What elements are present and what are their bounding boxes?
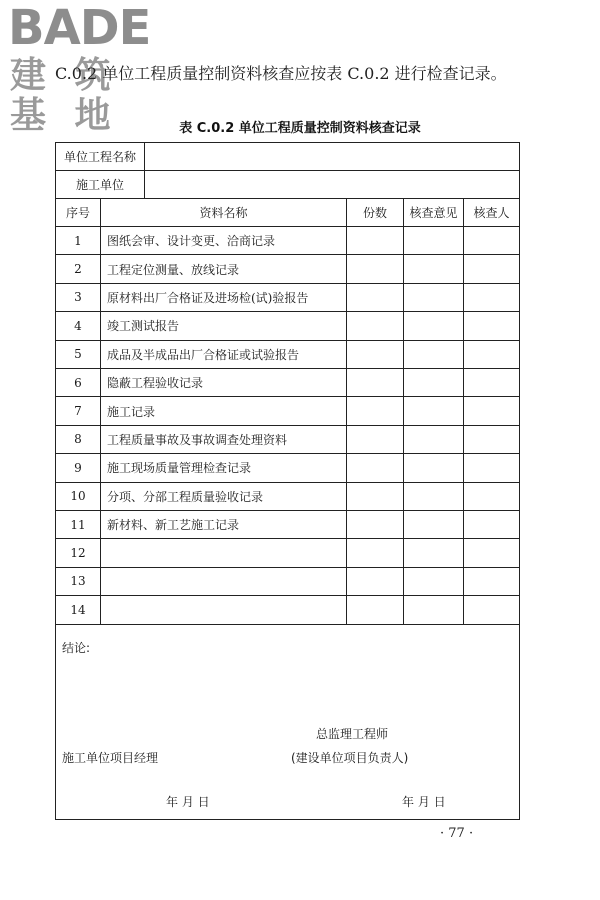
checker-cell[interactable] [464,426,519,453]
opinion-cell[interactable] [404,454,464,481]
checker-cell[interactable] [464,255,519,282]
copies-cell[interactable] [347,596,404,623]
watermark-logo [8,0,183,136]
copies-cell[interactable] [347,511,404,538]
copies-cell[interactable] [347,539,404,566]
logo-latin-text: BADE [8,0,151,56]
checker-cell[interactable] [464,568,519,595]
document-name: 新材料、新工艺施工记录 [101,511,347,538]
contractor-value[interactable] [145,171,519,198]
table-row [56,483,519,511]
copies-cell[interactable] [347,454,404,481]
table-row [56,255,519,283]
opinion-cell[interactable] [404,369,464,396]
contractor-row [56,171,519,199]
document-name: 工程定位测量、放线记录 [101,255,347,282]
opinion-cell[interactable] [404,312,464,339]
row-number: 6 [56,369,101,396]
document-name [101,539,347,566]
col-header-copies: 份数 [347,199,404,226]
document-name: 施工记录 [101,397,347,424]
inspection-record-table [55,142,520,820]
copies-cell[interactable] [347,312,404,339]
row-number: 5 [56,341,101,368]
col-header-name: 资料名称 [101,199,347,226]
document-name: 工程质量事故及事故调查处理资料 [101,426,347,453]
row-number: 1 [56,227,101,254]
col-header-opinion: 核查意见 [404,199,464,226]
copies-cell[interactable] [347,426,404,453]
document-name: 施工现场质量管理检查记录 [101,454,347,481]
project-name-value[interactable] [145,143,519,170]
copies-cell[interactable] [347,568,404,595]
opinion-cell[interactable] [404,511,464,538]
copies-cell[interactable] [347,284,404,311]
document-name [101,596,347,623]
row-number: 14 [56,596,101,623]
row-number: 12 [56,539,101,566]
checker-cell[interactable] [464,454,519,481]
project-name-label: 单位工程名称 [56,143,145,170]
table-row [56,369,519,397]
conclusion-section [56,625,519,819]
copies-cell[interactable] [347,397,404,424]
copies-cell[interactable] [347,255,404,282]
row-number: 11 [56,511,101,538]
opinion-cell[interactable] [404,539,464,566]
copies-cell[interactable] [347,227,404,254]
opinion-cell[interactable] [404,426,464,453]
copies-cell[interactable] [347,369,404,396]
row-number: 8 [56,426,101,453]
document-name: 图纸会审、设计变更、洽商记录 [101,227,347,254]
row-number: 7 [56,397,101,424]
checker-cell[interactable] [464,369,519,396]
table-row [56,227,519,255]
table-row [56,568,519,596]
logo-cjk-text: 建 筑 基 地 [10,55,119,136]
copies-cell[interactable] [347,483,404,510]
row-number: 4 [56,312,101,339]
row-number: 2 [56,255,101,282]
checker-cell[interactable] [464,539,519,566]
project-name-row [56,143,519,171]
col-header-checker: 核查人 [473,206,510,220]
checker-cell[interactable] [464,227,519,254]
table-row [56,511,519,539]
opinion-cell[interactable] [404,596,464,623]
checker-cell[interactable] [464,284,519,311]
contractor-manager-label: 施工单位项目经理 [62,751,159,765]
document-name: 竣工测试报告 [101,312,347,339]
table-row [56,341,519,369]
owner-rep-label: (建设单位项目负责人) [291,751,409,765]
opinion-cell[interactable] [404,483,464,510]
document-name: 成品及半成品出厂合格证或试验报告 [101,341,347,368]
contractor-label: 施工单位 [56,171,145,198]
row-number: 13 [56,568,101,595]
row-number: 10 [56,483,101,510]
document-name: 原材料出厂合格证及进场检(试)验报告 [101,284,347,311]
date-left: 年 月 日 [166,795,210,809]
table-title: 表 C.0.2 单位工程质量控制资料核查记录 [179,121,421,136]
table-row [56,539,519,567]
intro-paragraph: C.0.2 单位工程质量控制资料核查应按表 C.0.2 进行检查记录。 [55,64,507,83]
checker-cell[interactable] [464,341,519,368]
opinion-cell[interactable] [404,255,464,282]
checker-cell[interactable] [464,312,519,339]
opinion-cell[interactable] [404,227,464,254]
opinion-cell[interactable] [404,397,464,424]
table-row [56,596,519,624]
table-row [56,426,519,454]
document-name [101,568,347,595]
checker-cell[interactable] [464,596,519,623]
table-row [56,397,519,425]
checker-cell[interactable] [464,511,519,538]
opinion-cell[interactable] [404,284,464,311]
column-header-row [56,199,519,227]
document-name: 分项、分部工程质量验收记录 [101,483,347,510]
checker-cell[interactable] [464,397,519,424]
date-right: 年 月 日 [402,795,446,809]
table-row [56,312,519,340]
col-header-no: 序号 [56,199,101,226]
row-number: 3 [56,284,101,311]
table-row [56,454,519,482]
page-number: · 77 · [440,826,474,841]
opinion-cell[interactable] [404,341,464,368]
document-name: 隐蔽工程验收记录 [101,369,347,396]
row-number: 9 [56,454,101,481]
conclusion-label: 结论: [62,641,91,655]
table-row [56,284,519,312]
copies-cell[interactable] [347,341,404,368]
opinion-cell[interactable] [404,568,464,595]
checker-cell[interactable] [464,483,519,510]
chief-supervisor-label: 总监理工程师 [316,727,389,741]
